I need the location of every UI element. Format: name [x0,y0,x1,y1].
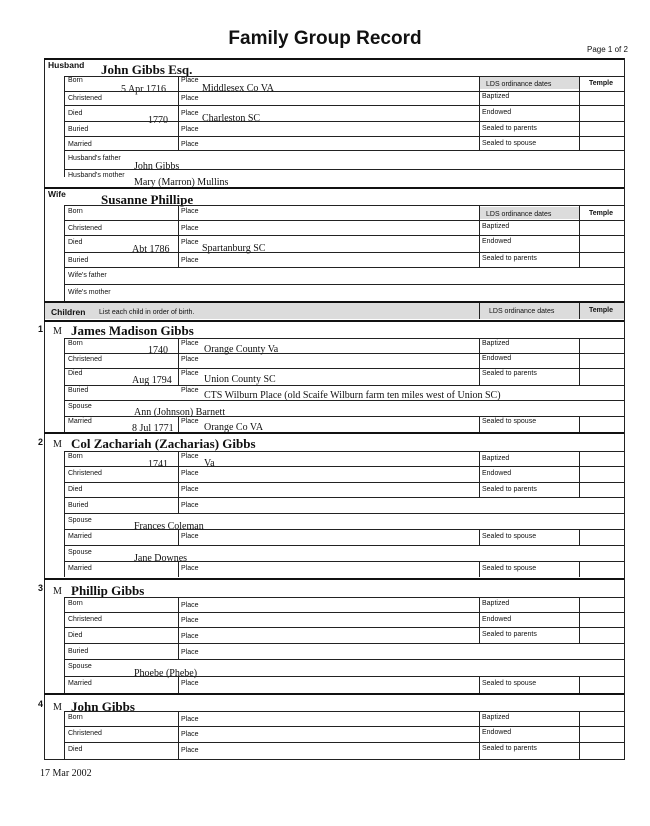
sealed-spouse-label: Sealed to spouse [482,140,537,147]
buried-label: Buried [68,387,89,394]
divider [579,529,580,545]
place-label: Place [181,649,199,656]
divider [64,169,624,170]
husband-born-date: 5 Apr 1716 [121,84,166,95]
christened-label: Christened [68,95,102,102]
place-label: Place [181,77,199,84]
baptized-label: Baptized [482,600,510,607]
wifes-father-label: Wife's father [68,272,107,279]
husband-died-place: Charleston SC [202,113,261,124]
divider [479,416,480,432]
divider [64,711,624,712]
child-sex: M [53,702,62,713]
child-name: Phillip Gibbs [71,583,145,598]
married-label: Married [68,565,92,572]
place-label: Place [181,95,199,102]
born-label: Born [68,453,83,460]
wife-died-date: Abt 1786 [132,244,170,255]
divider [479,561,480,577]
place-label: Place [181,225,199,232]
divider [64,659,624,660]
endowed-label: Endowed [482,616,512,623]
child-number: 3 [38,583,44,593]
child1-died-place: Union County SC [204,374,276,385]
baptized-label: Baptized [482,714,510,721]
divider [64,220,624,221]
child-number: 4 [38,699,44,709]
child1-died-date: Aug 1794 [132,375,172,386]
place-label: Place [181,486,199,493]
divider [178,338,179,385]
divider [44,693,624,695]
divider [64,497,624,498]
divider [479,529,480,545]
divider [178,711,179,759]
place-label: Place [181,565,199,572]
place-label: Place [181,110,199,117]
child1-spouse: Ann (Johnson) Barnett [134,407,226,418]
endowed-label: Endowed [482,729,512,736]
divider [579,205,580,267]
temple-header: Temple [589,80,613,87]
divider [64,529,624,530]
sealed-parents-label: Sealed to parents [482,370,537,377]
sealed-parents-label: Sealed to parents [482,255,537,262]
divider [64,545,624,546]
place-label: Place [181,208,199,215]
divider [479,338,480,385]
divider [178,416,179,432]
sealed-spouse-label: Sealed to spouse [482,418,537,425]
spouse-label: Spouse [68,517,92,524]
place-label: Place [181,731,199,738]
divider [64,451,624,452]
lds-header: LDS ordinance dates [486,81,552,88]
divider [479,303,480,319]
place-label: Place [181,533,199,540]
wife-header: Wife [48,189,66,199]
child-sex: M [53,586,62,597]
place-label: Place [181,239,199,246]
sealed-parents-label: Sealed to parents [482,486,537,493]
place-label: Place [181,141,199,148]
husband-mother: Mary (Marron) Mullins [134,177,229,188]
baptized-label: Baptized [482,340,510,347]
divider [64,711,65,759]
divider [579,597,580,643]
died-label: Died [68,110,83,117]
place-label: Place [181,418,199,425]
divider [64,513,624,514]
endowed-label: Endowed [482,238,512,245]
husband-died-date: 1770 [148,115,168,126]
endowed-label: Endowed [482,109,512,116]
child1-married-place: Orange Co VA [204,422,264,433]
born-label: Born [68,77,83,84]
lds-header: LDS ordinance dates [486,211,552,218]
page-title: Family Group Record [228,28,422,49]
spouse-label: Spouse [68,663,92,670]
divider [64,91,624,92]
husband-header: Husband [48,60,85,70]
divider [44,759,624,760]
divider [579,416,580,432]
died-label: Died [68,746,83,753]
divider [44,320,624,322]
died-label: Died [68,370,83,377]
child1-buried-place: CTS Wilburn Place (old Scaife Wilburn farm ten miles west of Union SC) [204,390,501,401]
husband-father: John Gibbs [134,161,180,172]
divider [479,451,480,497]
died-label: Died [68,632,83,639]
sealed-spouse-label: Sealed to spouse [482,680,537,687]
buried-label: Buried [68,648,89,655]
place-label: Place [181,340,199,347]
child-name: Col Zachariah (Zacharias) Gibbs [71,436,256,451]
wifes-mother-label: Wife's mother [68,289,111,296]
divider [64,612,624,613]
place-label: Place [181,257,199,264]
sealed-spouse-label: Sealed to spouse [482,565,537,572]
husbands-mother-label: Husband's mother [68,172,125,179]
left-border [44,58,45,760]
divider [479,676,480,693]
divider [579,711,580,759]
divider [64,150,624,151]
children-note: List each child in order of birth. [99,309,195,316]
place-label: Place [181,502,199,509]
place-label: Place [181,633,199,640]
married-label: Married [68,533,92,540]
divider [44,432,624,434]
endowed-label: Endowed [482,355,512,362]
child3-spouse: Phoebe (Phebe) [134,668,198,679]
place-label: Place [181,370,199,377]
sealed-parents-label: Sealed to parents [482,631,537,638]
christened-label: Christened [68,470,102,477]
lds-header: LDS ordinance dates [489,308,555,315]
divider [479,597,480,643]
child-sex: M [53,326,62,337]
place-label: Place [181,680,199,687]
place-label: Place [181,453,199,460]
divider [64,267,624,268]
divider [64,561,624,562]
place-label: Place [181,747,199,754]
buried-label: Buried [68,502,89,509]
divider [479,711,480,759]
husband-born-place: Middlesex Co VA [202,83,274,94]
temple-header: Temple [589,307,613,314]
divider [64,385,624,386]
place-label: Place [181,126,199,133]
divider [64,353,624,354]
divider [64,451,65,577]
divider [579,451,580,497]
wife-name: Susanne Phillipe [101,192,194,207]
divider [579,303,580,319]
divider [579,561,580,577]
divider [178,76,179,150]
divider [64,416,624,417]
page-number: Page 1 of 2 [587,45,628,54]
married-label: Married [68,680,92,687]
born-label: Born [68,208,83,215]
place-label: Place [181,617,199,624]
child2-born-place: Va [204,458,215,469]
child-name: John Gibbs [71,699,135,714]
temple-header: Temple [589,210,613,217]
married-label: Married [68,141,92,148]
sealed-parents-label: Sealed to parents [482,125,537,132]
divider [579,76,580,150]
child1-born-date: 1740 [148,345,168,356]
endowed-label: Endowed [482,470,512,477]
baptized-label: Baptized [482,93,510,100]
divider [64,338,624,339]
divider [64,597,624,598]
born-label: Born [68,714,83,721]
christened-label: Christened [68,730,102,737]
divider [64,284,624,285]
sealed-parents-label: Sealed to parents [482,745,537,752]
divider [178,205,179,267]
children-header: Children [51,307,86,317]
child-number: 1 [38,324,44,334]
divider [64,627,624,628]
divider [64,105,624,106]
divider [178,597,179,659]
died-label: Died [68,239,83,246]
place-label: Place [181,387,199,394]
divider [64,400,624,401]
divider [64,742,624,743]
husband-name: John Gibbs Esq. [101,62,193,77]
place-label: Place [181,602,199,609]
divider [64,676,624,677]
child-sex: M [53,439,62,450]
christened-label: Christened [68,225,102,232]
divider [579,338,580,385]
baptized-label: Baptized [482,455,510,462]
place-label: Place [181,716,199,723]
baptized-label: Baptized [482,223,510,230]
born-label: Born [68,600,83,607]
christened-label: Christened [68,616,102,623]
child-number: 2 [38,437,44,447]
divider [64,643,624,644]
right-border [624,58,625,760]
divider [64,466,624,467]
divider [64,235,624,236]
divider [64,368,624,369]
died-label: Died [68,486,83,493]
child1-married-date: 8 Jul 1771 [132,423,174,434]
spouse-label: Spouse [68,549,92,556]
wife-died-place: Spartanburg SC [202,243,266,254]
buried-label: Buried [68,126,89,133]
footer-date: 17 Mar 2002 [40,768,92,779]
divider [64,252,624,253]
child1-born-place: Orange County Va [204,344,279,355]
divider [64,136,624,137]
husbands-father-label: Husband's father [68,155,121,162]
divider [64,726,624,727]
divider [579,676,580,693]
child-name: James Madison Gibbs [71,323,194,338]
divider [64,121,624,122]
divider [44,578,624,580]
divider [44,58,624,60]
christened-label: Christened [68,356,102,363]
divider [64,205,624,206]
child2-spouse-1: Frances Coleman [134,521,204,532]
buried-label: Buried [68,257,89,264]
divider [44,187,624,189]
sealed-spouse-label: Sealed to spouse [482,533,537,540]
divider [64,482,624,483]
married-label: Married [68,418,92,425]
child2-born-date: 1741 [148,459,168,470]
child2-spouse-2: Jane Downes [134,553,188,564]
place-label: Place [181,356,199,363]
spouse-label: Spouse [68,403,92,410]
place-label: Place [181,470,199,477]
born-label: Born [68,340,83,347]
